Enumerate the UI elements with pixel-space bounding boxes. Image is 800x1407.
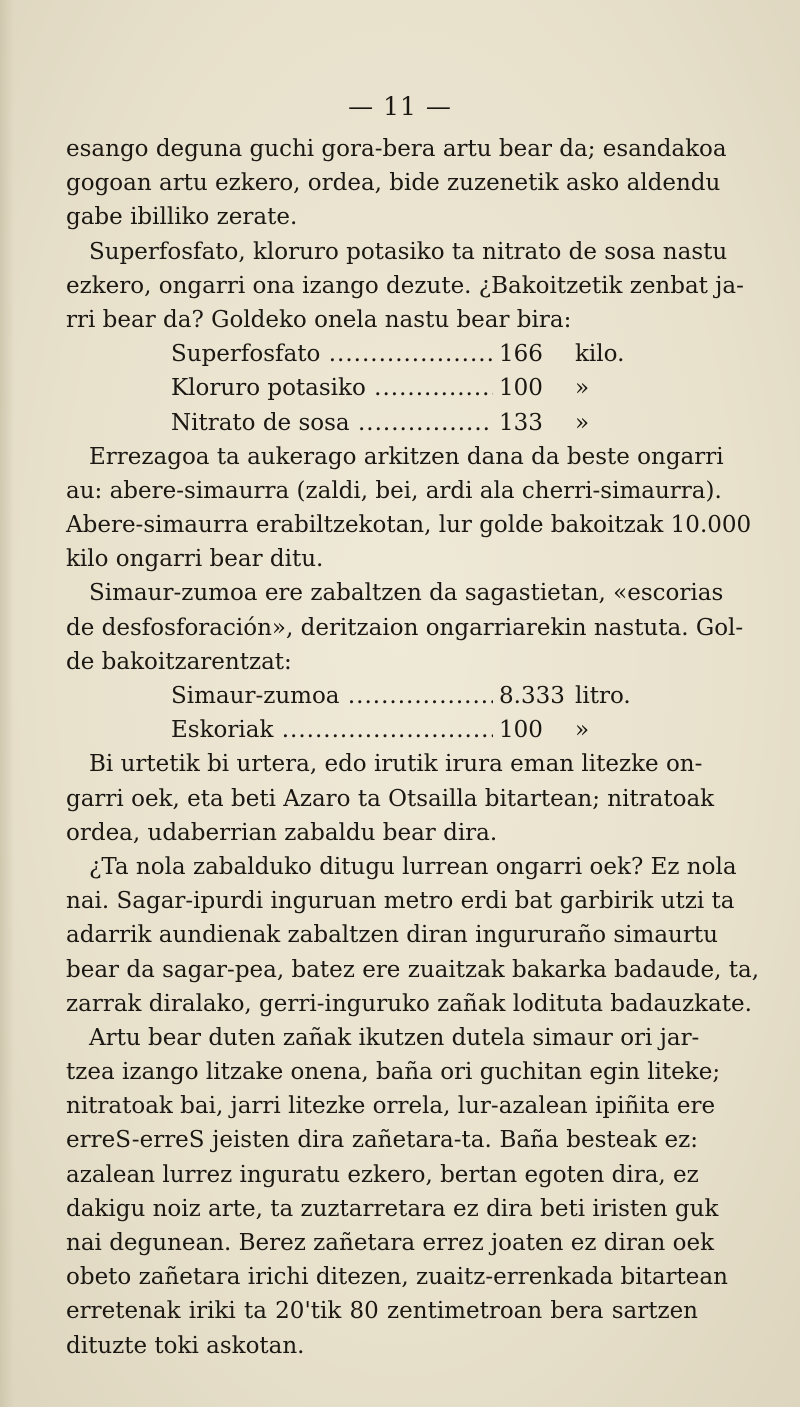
text-line: erreS-erreS jeisten dira zañetara-ta. Baña besteak ez: [66,1127,698,1154]
text-line: gabe ibilliko zerate. [66,204,298,231]
table-item-quantity: 8.333 [499,683,565,709]
paragraph [66,850,759,1021]
text-line: nitratoak bai, jarri litezke orrela, lur-azalean ipiñita ere [66,1093,716,1120]
paragraph [66,747,715,850]
table-item-unit: litro. [575,683,631,709]
body-text [66,132,759,1363]
table-item-unit: » [575,409,590,436]
text-line: au: abere-simaurra (zaldi, bei, ardi ala cherri-simaurra). [66,477,722,504]
text-line: Superfosfato, kloruro potasiko ta nitrato de sosa nastu [89,238,728,265]
text-line: nai degunean. Berez zañetara errez joaten ez diran oek [66,1230,715,1256]
text-line: gogoan artu ezkero, ordea, bide zuzenetik asko aldendu [66,170,721,197]
text-line: tzea izango litzake onena, baña ori guchitan egin liteke; [66,1059,721,1086]
table-item-unit: kilo. [575,341,625,368]
table-row [66,406,698,440]
table-item-label: Kloruro potasiko ..... [66,371,493,405]
text-line: ordea, udaberrian zabaldu bear dira. [66,819,498,846]
text-line: garri oek, eta beti Azaro ta Otsailla bitartean; nitratoak [66,785,715,812]
table-item-label: Simaur-zumoa ..... [66,679,493,713]
text-line: erretenak iriki ta 20'tik 80 zentimetroan bera sartzen [66,1298,698,1325]
text-line: esango deguna guchi gora-bera artu bear da; esandakoa [66,136,727,162]
table-item-unit: » [575,375,590,402]
text-line: de bakoitzarentzat: [66,648,292,675]
text-line: de desfosforación», deritzaion ongarriarekin nastuta. Gol- [66,614,744,641]
table-row [66,337,698,371]
text-line: obeto zañetara irichi ditezen, zuaitz-errenkada bitartean [66,1264,728,1291]
table-item-quantity: 100 [499,375,543,402]
table-row [66,371,698,405]
quantity-table [66,337,698,440]
quantity-table [66,679,698,747]
paragraph [66,235,744,338]
text-line: bear da sagar-pea, batez ere zuaitzak bakarka badaude, ta, [66,956,759,983]
table-item-label: Superfosfato ..... [66,337,493,371]
text-line: Abere-simaurra erabiltzekotan, lur golde bakoitzak 10.000 [66,512,752,539]
table-row [66,713,698,747]
table-item-quantity: 133 [499,409,543,436]
text-line: nai. Sagar-ipurdi inguruan metro erdi bat garbirik utzi ta [66,888,735,915]
text-line: zarrak diralako, gerri-inguruko zañak lodituta badauzkate. [66,990,752,1017]
paragraph [66,440,752,577]
text-line: kilo ongarri bear ditu. [66,546,324,573]
text-line: Errezagoa ta aukerago arkitzen dana da beste ongarri [89,443,724,470]
table-item-label: Nitrato de sosa ..... [66,406,493,440]
text-line: adarrik aundienak zabaltzen diran ingururaño simaurtu [66,922,718,949]
paragraph [66,576,744,679]
page-number: — 11 — [348,92,452,121]
text-line: ezkero, ongarri ona izango dezute. ¿Bakoitzetik zenbat ja- [66,272,744,299]
text-line: azalean lurrez inguratu ezkero, bertan egoten dira, ez [66,1161,699,1188]
table-row [66,679,698,713]
text-line: Simaur-zumoa ere zabaltzen da sagastietan, «escorias [89,580,724,607]
paragraph [66,1021,728,1363]
text-line: Artu bear duten zañak ikutzen dutela simaur ori jar- [89,1024,700,1051]
table-item-label: Eskoriak ..... [66,713,493,747]
text-line: rri bear da? Goldeko onela nastu bear bira: [66,306,572,333]
table-item-unit: » [575,717,590,744]
text-line: dakigu noiz arte, ta zuztarretara ez dira beti iristen guk [66,1195,719,1222]
paragraph [66,132,727,235]
text-line: ¿Ta nola zabalduko ditugu lurrean ongarri oek? Ez nola [89,853,737,880]
text-line: dituzte toki askotan. [66,1332,305,1359]
text-line: Bi urtetik bi urtera, edo irutik irura eman litezke on- [89,751,703,778]
table-item-quantity: 100 [499,717,543,744]
table-item-quantity: 166 [499,341,543,368]
